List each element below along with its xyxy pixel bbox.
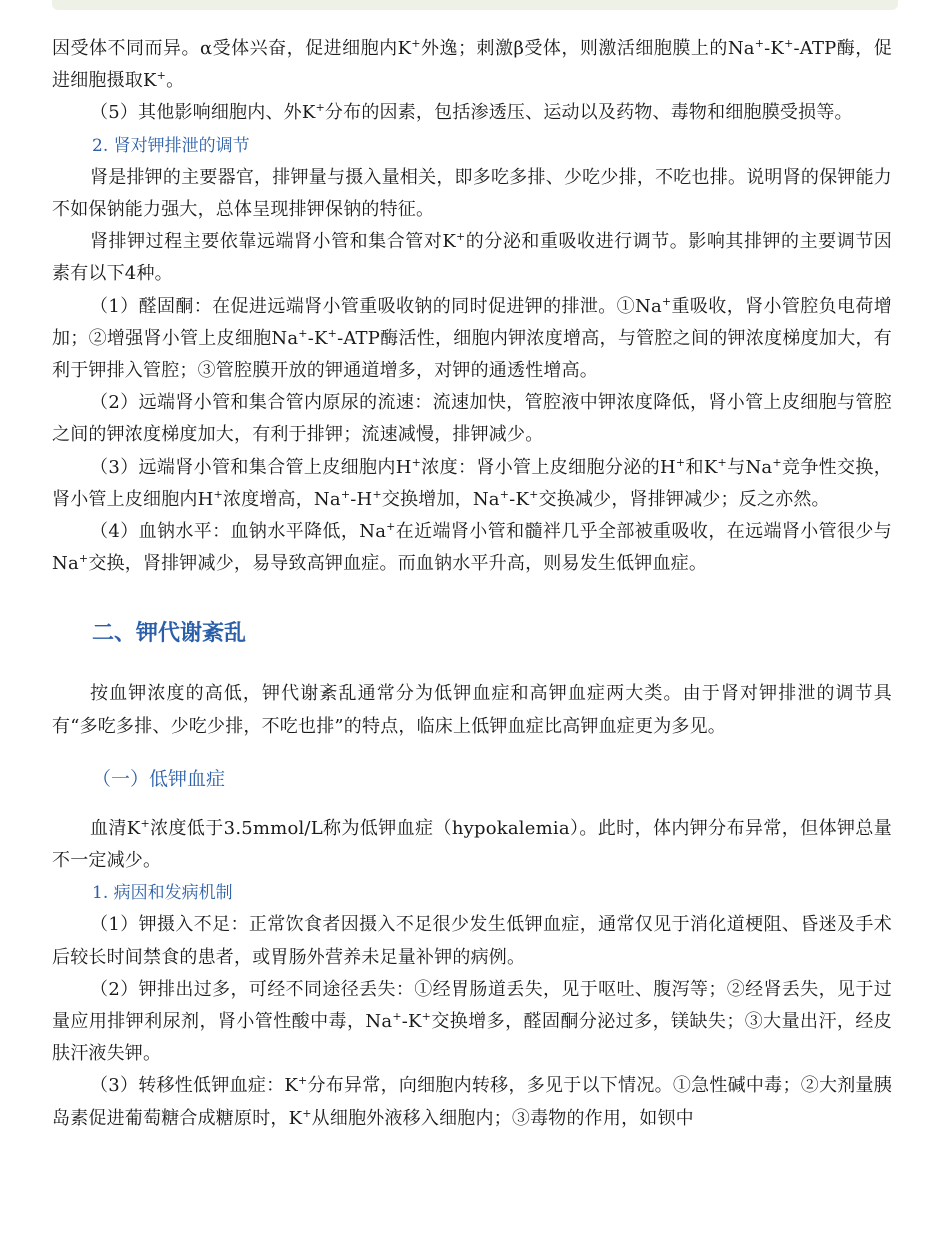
top-decor-band — [52, 0, 898, 10]
paragraph-sodium-level: （4）血钠水平：血钠水平降低，Na+在近端肾小管和髓袢几乎全部被重吸收，在远端肾小管很少与Na+交换，肾排钾减少，易导致高钾血症。而血钠水平升高，则易发生低钾血症。 — [52, 520, 892, 575]
paragraph-distal-tubule: 肾排钾过程主要依靠远端肾小管和集合管对K+的分泌和重吸收进行调节。影响其排钾的主要调节因素有以下4种。 — [52, 230, 892, 285]
paragraph-h-concentration: （3）远端肾小管和集合管上皮细胞内H+浓度：肾小管上皮细胞分泌的H+和K+与Na+竞争性交换，肾小管上皮细胞内H+浓度增高，Na+-H+交换增加，Na+-K+交换减少，肾排钾减少；反之亦然。 — [52, 455, 892, 510]
paragraph-excessive-loss: （2）钾排出过多，可经不同途径丢失：①经胃肠道丢失，见于呕吐、腹泻等；②经肾丢失，见于过量应用排钾利尿剂，肾小管性酸中毒，Na+-K+交换增多，醛固酮分泌过多，镁缺失；③大量出汗，经皮肤汗液失钾。 — [52, 978, 893, 1065]
paragraph-other-factors: （5）其他影响细胞内、外K+分布的因素，包括渗透压、运动以及药物、毒物和细胞膜受损等。 — [90, 101, 853, 124]
section-heading-potassium-disorders: 二、钾代谢紊乱 — [92, 621, 247, 647]
paragraph-aldosterone: （1）醛固酮：在促进远端肾小管重吸收钠的同时促进钾的排泄。①Na+重吸收，肾小管腔负电荷增加；②增强肾小管上皮细胞Na+-K+-ATP酶活性，细胞内钾浓度增高，与管腔之间的钾浓度梯度加大，有利于钾排入管腔；③管腔膜开放的钾通道增多，对钾的通透性增高。 — [52, 294, 892, 382]
paragraph-insufficient-intake: （1）钾摄入不足：正常饮食者因摄入不足很少发生低钾血症，通常仅见于消化道梗阻、昏迷及手术后较长时间禁食的患者，或胃肠外营养未足量补钾的病例。 — [52, 914, 892, 968]
section-heading-hypokalemia: （一）低钾血症 — [92, 767, 226, 790]
subheading-etiology: 1. 病因和发病机制 — [92, 883, 233, 904]
paragraph-kidney-main-organ: 肾是排钾的主要器官，排钾量与摄入量相关，即多吃多排、少吃少排，不吃也排。说明肾的保钾能力不如保钠能力强大，总体呈现排钾保钠的特征。 — [52, 166, 892, 221]
paragraph-adrenergic: 因受体不同而异。α受体兴奋，促进细胞内K+外逸；刺激β受体，则激活细胞膜上的Na+-K+-ATP酶，促进细胞摄取K+。 — [52, 37, 892, 92]
paragraph-classification: 按血钾浓度的高低，钾代谢紊乱通常分为低钾血症和高钾血症两大类。由于肾对钾排泄的调节具有“多吃多排、少吃少排，不吃也排”的特点，临床上低钾血症比高钾血症更为多见。 — [52, 683, 892, 737]
paragraph-flow-rate: （2）远端肾小管和集合管内原尿的流速：流速加快，管腔液中钾浓度降低，肾小管上皮细胞与管腔之间的钾浓度梯度加大，有利于排钾；流速减慢，排钾减少。 — [52, 392, 892, 446]
subheading-renal-regulation: 2. 肾对钾排泄的调节 — [92, 135, 250, 156]
paragraph-hypokalemia-definition: 血清K+浓度低于3.5mmol/L称为低钾血症（hypokalemia）。此时，体内钾分布异常，但体钾总量不一定减少。 — [52, 816, 892, 872]
page-body — [52, 33, 892, 1135]
paragraph-transfer-hypokalemia: （3）转移性低钾血症：K+分布异常，向细胞内转移，多见于以下情况。①急性碱中毒；②大剂量胰岛素促进葡萄糖合成糖原时，K+从细胞外液移入细胞内；③毒物的作用，如钡中 — [52, 1074, 892, 1129]
